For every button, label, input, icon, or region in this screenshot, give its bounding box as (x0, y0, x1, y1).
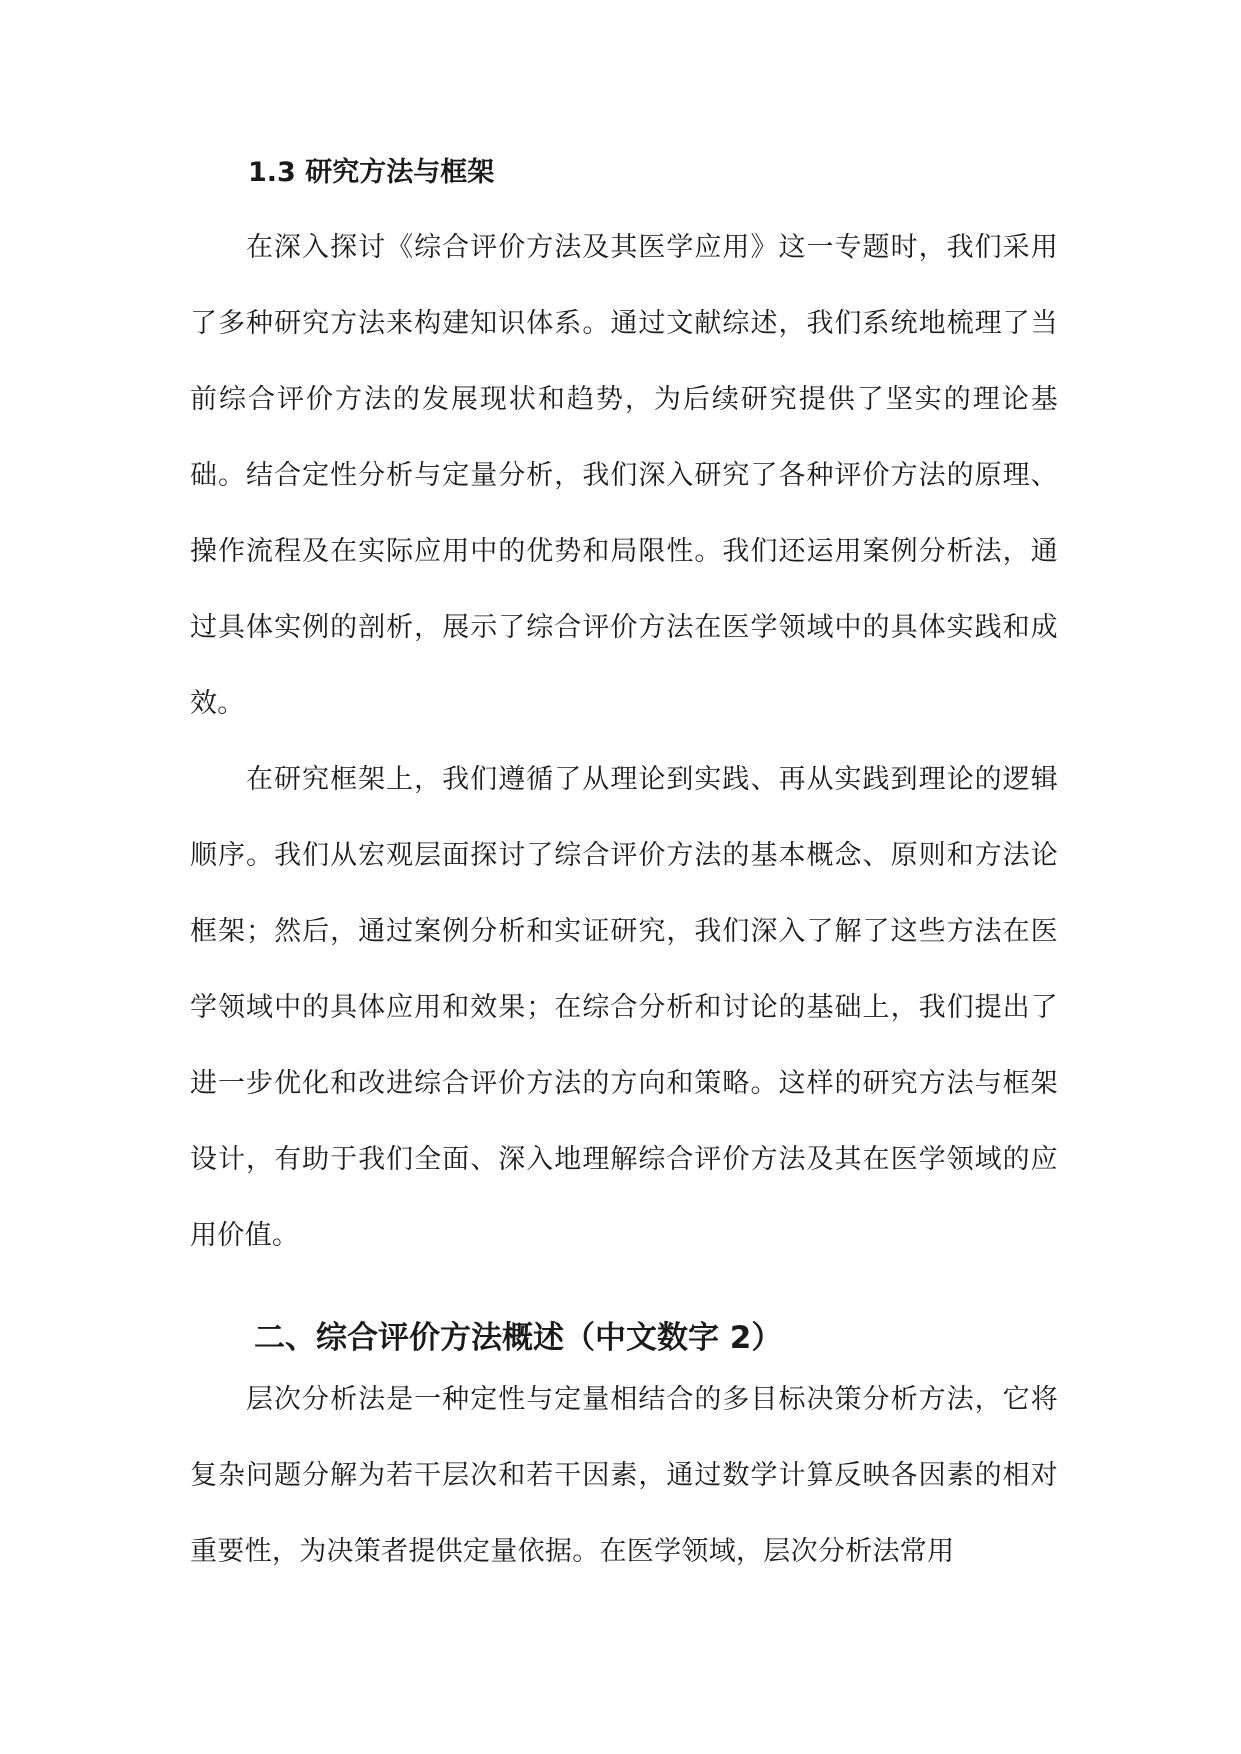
body-paragraph: 在研究框架上，我们遵循了从理论到实践、再从实践到理论的逻辑顺序。我们从宏观层面探讨了综合评价方法的基本概念、原则和方法论框架；然后，通过案例分析和实证研究，我们深入了解了这些方法在医学领域中的具体应用和效果；在综合分析和讨论的基础上，我们提出了进一步优化和改进综合评价方法的方向和策略。这样的研究方法与框架设计，有助于我们全面、深入地理解综合评价方法及其在医学领域的应用价值。 (190, 764, 1058, 1251)
body-paragraph: 在深入探讨《综合评价方法及其医学应用》这一专题时，我们采用了多种研究方法来构建知识体系。通过文献综述，我们系统地梳理了当前综合评价方法的发展现状和趋势，为后续研究提供了坚实的理论基础。结合定性分析与定量分析，我们深入研究了各种评价方法的原理、操作流程及在实际应用中的优势和局限性。我们还运用案例分析法，通过具体实例的剖析，展示了综合评价方法在医学领域中的具体实践和成效。 (190, 232, 1058, 719)
body-paragraph: 层次分析法是一种定性与定量相结合的多目标决策分析方法，它将复杂问题分解为若干层次和若干因素，通过数学计算反映各因素的相对重要性，为决策者提供定量依据。在医学领域，层次分析法常用 (190, 1384, 1058, 1567)
section-heading: 1.3 研究方法与框架 (248, 157, 495, 188)
chapter-heading: 二、综合评价方法概述（中文数字 2） (254, 1320, 783, 1356)
